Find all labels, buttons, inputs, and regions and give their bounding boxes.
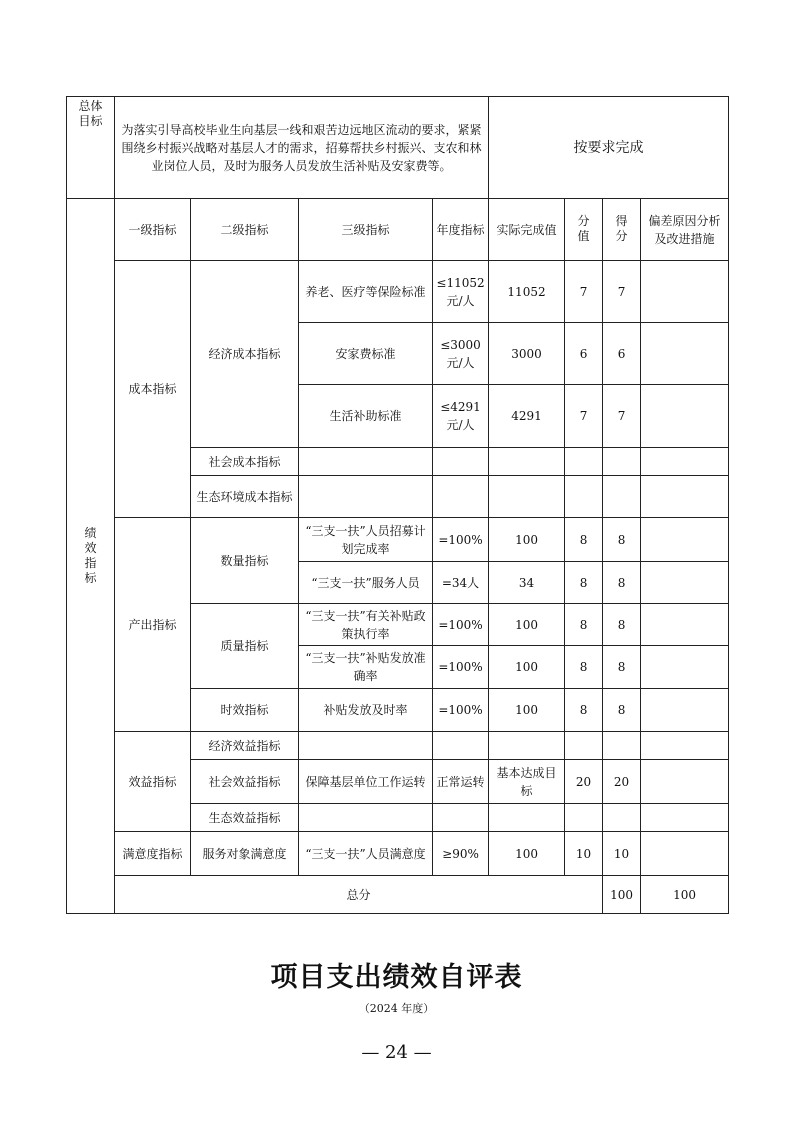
score-cell: 8 [603, 689, 641, 732]
table-row [67, 732, 729, 760]
sub-eco-cost: 生态环境成本指标 [191, 476, 299, 518]
note-cell [641, 760, 729, 804]
weight-cell: 20 [565, 760, 603, 804]
indicator-cell: 补贴发放及时率 [299, 689, 433, 732]
actual-cell: 100 [489, 604, 565, 646]
sub-eco-benefit: 生态效益指标 [191, 804, 299, 832]
indicator-cell: 保障基层单位工作运转 [299, 760, 433, 804]
sub-social-benefit: 社会效益指标 [191, 760, 299, 804]
header-deviation: 偏差原因分析及改进措施 [641, 199, 729, 261]
indicator-cell: 安家费标准 [299, 323, 433, 385]
target-cell: =34人 [433, 562, 489, 604]
score-cell: 8 [603, 646, 641, 689]
target-cell: ≤4291元/人 [433, 385, 489, 448]
total-score: 100 [641, 876, 729, 914]
actual-cell: 基本达成目标 [489, 760, 565, 804]
total-label: 总分 [115, 876, 603, 914]
actual-cell: 100 [489, 518, 565, 562]
actual-cell: 100 [489, 832, 565, 876]
weight-cell: 8 [565, 689, 603, 732]
note-cell [641, 832, 729, 876]
note-cell [641, 689, 729, 732]
target-cell: =100% [433, 646, 489, 689]
indicator-cell: 养老、医疗等保险标准 [299, 261, 433, 323]
indicator-cell: 生活补助标准 [299, 385, 433, 448]
total-row [67, 876, 729, 914]
note-cell [641, 518, 729, 562]
group-benefit: 效益指标 [115, 732, 191, 832]
header-weight: 分值 [565, 199, 603, 261]
indicator-cell: “三支一扶”人员招募计划完成率 [299, 518, 433, 562]
goal-row [67, 97, 729, 199]
target-cell: =100% [433, 604, 489, 646]
actual-cell: 100 [489, 646, 565, 689]
weight-cell: 8 [565, 604, 603, 646]
target-cell: ≤11052元/人 [433, 261, 489, 323]
score-cell: 20 [603, 760, 641, 804]
header-row [67, 199, 729, 261]
actual-cell: 100 [489, 689, 565, 732]
actual-cell: 4291 [489, 385, 565, 448]
sub-economic-benefit: 经济效益指标 [191, 732, 299, 760]
header-score: 得分 [603, 199, 641, 261]
header-level1: 一级指标 [115, 199, 191, 261]
note-cell [641, 261, 729, 323]
sub-service-satisfaction: 服务对象满意度 [191, 832, 299, 876]
year-subtitle: （2024 年度） [358, 1002, 435, 1015]
page-number: — 24 — [361, 1042, 432, 1063]
indicator-cell: “三支一扶”服务人员 [299, 562, 433, 604]
indicator-cell: “三支一扶”有关补贴政策执行率 [299, 604, 433, 646]
score-cell: 7 [603, 385, 641, 448]
weight-cell: 8 [565, 518, 603, 562]
table-row [67, 832, 729, 876]
weight-cell: 7 [565, 385, 603, 448]
actual-cell: 34 [489, 562, 565, 604]
target-cell: =100% [433, 689, 489, 732]
actual-cell: 3000 [489, 323, 565, 385]
total-weight: 100 [603, 876, 641, 914]
group-cost: 成本指标 [115, 261, 191, 518]
note-cell [641, 562, 729, 604]
note-cell [641, 323, 729, 385]
goal-label: 总体目标 [67, 97, 115, 199]
note-cell [641, 646, 729, 689]
score-cell: 8 [603, 604, 641, 646]
score-cell: 6 [603, 323, 641, 385]
weight-cell: 8 [565, 562, 603, 604]
group-output: 产出指标 [115, 518, 191, 732]
weight-cell: 6 [565, 323, 603, 385]
goal-completion: 按要求完成 [489, 97, 729, 199]
weight-cell: 10 [565, 832, 603, 876]
target-cell: =100% [433, 518, 489, 562]
section-label: 绩效指标 [67, 199, 115, 914]
score-cell: 10 [603, 832, 641, 876]
indicator-cell: “三支一扶”人员满意度 [299, 832, 433, 876]
note-cell [641, 385, 729, 448]
target-cell: ≤3000元/人 [433, 323, 489, 385]
score-cell: 7 [603, 261, 641, 323]
score-cell: 8 [603, 518, 641, 562]
target-cell: 正常运转 [433, 760, 489, 804]
sub-quantity: 数量指标 [191, 518, 299, 604]
target-cell: ≥90% [433, 832, 489, 876]
sub-economic-cost: 经济成本指标 [191, 261, 299, 448]
weight-cell: 7 [565, 261, 603, 323]
weight-cell: 8 [565, 646, 603, 689]
indicator-cell: “三支一扶”补贴发放准确率 [299, 646, 433, 689]
table-row [67, 261, 729, 323]
table-row [67, 518, 729, 562]
actual-cell: 11052 [489, 261, 565, 323]
score-cell: 8 [603, 562, 641, 604]
goal-content: 为落实引导高校毕业生向基层一线和艰苦边远地区流动的要求，紧紧围绕乡村振兴战略对基层人才的需求，招募帮扶乡村振兴、支农和林业岗位人员，及时为服务人员发放生活补贴及安家费等。 [115, 97, 489, 199]
sub-social-cost: 社会成本指标 [191, 448, 299, 476]
note-cell [641, 604, 729, 646]
header-level3: 三级指标 [299, 199, 433, 261]
sub-quality: 质量指标 [191, 604, 299, 689]
header-actual: 实际完成值 [489, 199, 565, 261]
header-level2: 二级指标 [191, 199, 299, 261]
group-satisfaction: 满意度指标 [115, 832, 191, 876]
performance-table [66, 96, 729, 914]
page-title: 项目支出绩效自评表 [270, 962, 523, 993]
sub-timeliness: 时效指标 [191, 689, 299, 732]
header-annual: 年度指标 [433, 199, 489, 261]
